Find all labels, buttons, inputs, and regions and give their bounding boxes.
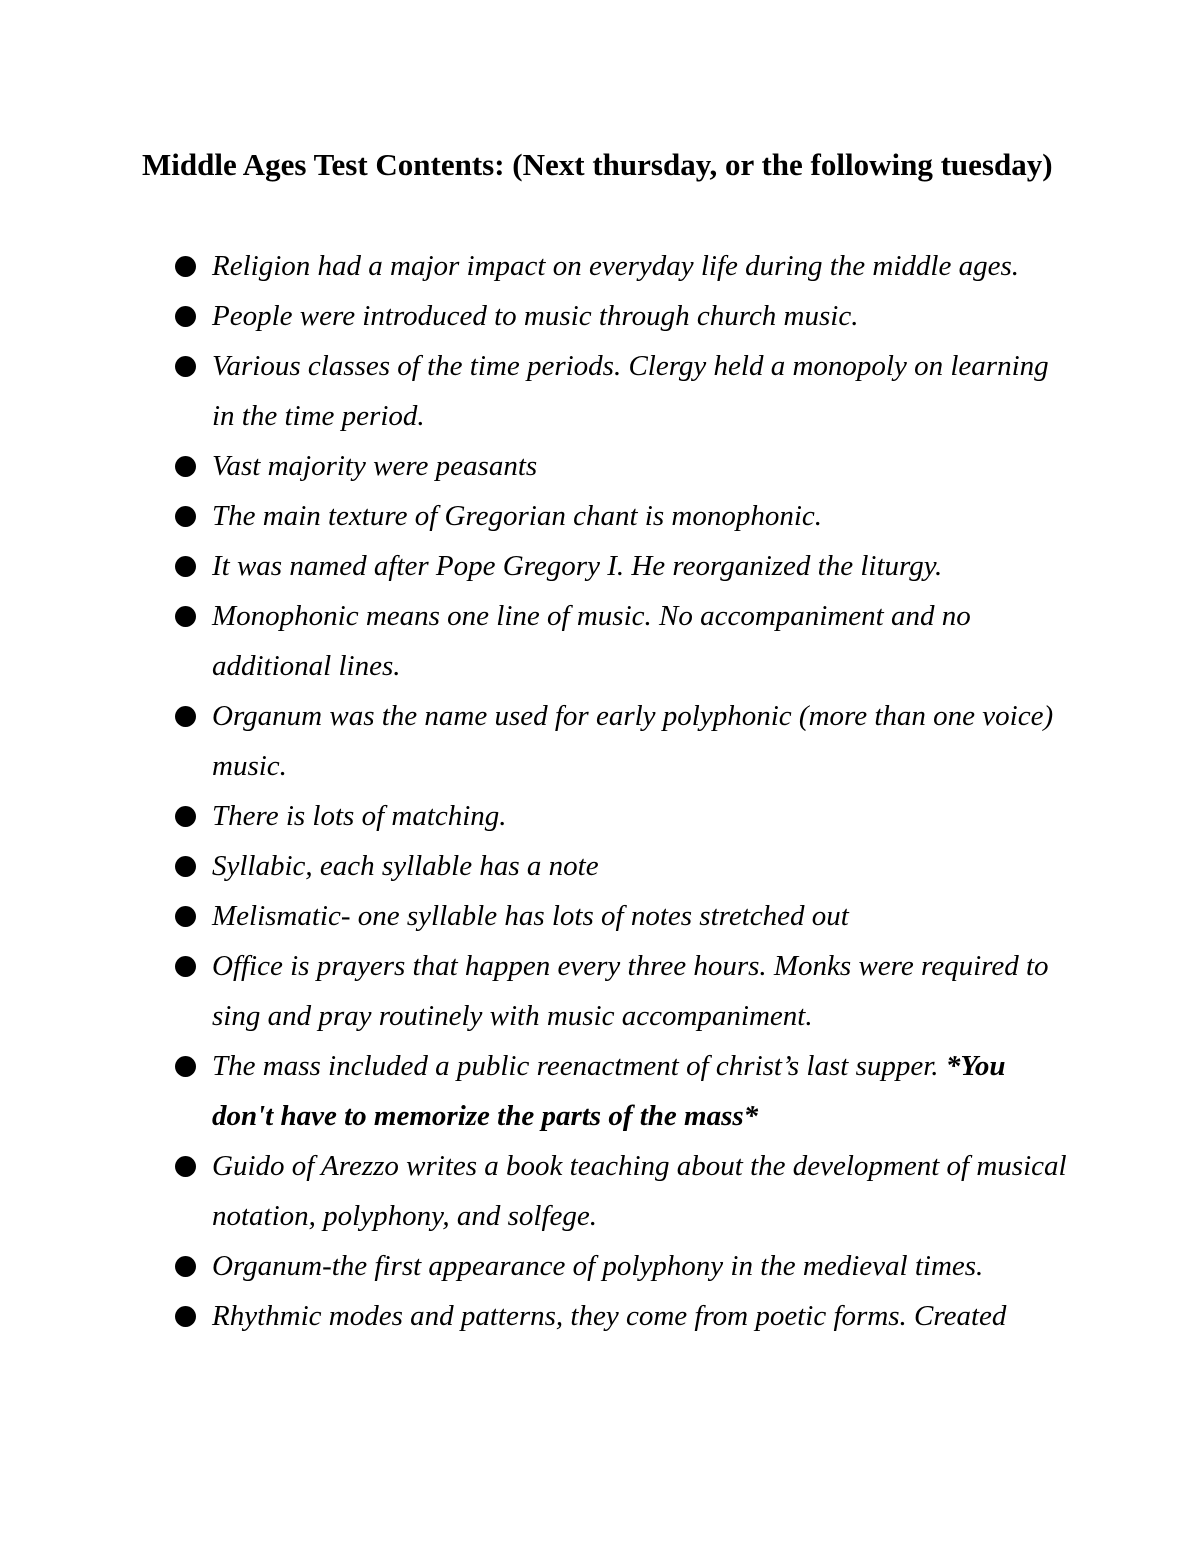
bullet-icon [175, 356, 196, 377]
note-text: Melismatic- one syllable has lots of notes stretched out [212, 900, 849, 932]
list-item [172, 791, 1072, 841]
list-item [172, 441, 1072, 491]
bullet-icon [175, 856, 196, 877]
note-text: It was named after Pope Gregory I. He reorganized the liturgy. [212, 550, 943, 582]
note-text: Vast majority were peasants [212, 450, 538, 482]
note-emphasis: *You don't have to memorize the parts of the mass* [212, 1050, 1006, 1132]
note-text: Office is prayers that happen every three hours. Monks were required to sing and pray routinely with music accompaniment. [212, 950, 1049, 1032]
list-item [172, 291, 1072, 341]
list-item [172, 1241, 1072, 1291]
list-item [172, 1041, 1072, 1141]
note-text: The main texture of Gregorian chant is monophonic. [212, 500, 823, 532]
bullet-icon [175, 306, 196, 327]
note-text: There is lots of matching. [212, 800, 507, 832]
page-title: Middle Ages Test Contents: (Next thursday, or the following tuesday) [142, 147, 1053, 182]
note-text: Organum-the first appearance of polyphony in the medieval times. [212, 1250, 984, 1282]
bullet-icon [175, 256, 196, 277]
bullet-icon [175, 1256, 196, 1277]
bullet-icon [175, 706, 196, 727]
note-text: Religion had a major impact on everyday life during the middle ages. [212, 250, 1020, 282]
note-text: Rhythmic modes and patterns, they come from poetic forms. Created [212, 1300, 1007, 1332]
note-text: Various classes of the time periods. Clergy held a monopoly on learning in the time period. [212, 350, 1049, 432]
list-item [172, 341, 1072, 441]
list-item [172, 541, 1072, 591]
list-item [172, 891, 1072, 941]
note-text: People were introduced to music through church music. [212, 300, 859, 332]
list-item [172, 241, 1072, 291]
notes-list [172, 241, 1072, 1341]
bullet-icon [175, 906, 196, 927]
bullet-icon [175, 506, 196, 527]
bullet-icon [175, 606, 196, 627]
list-item [172, 841, 1072, 891]
list-item [172, 491, 1072, 541]
note-text: Monophonic means one line of music. No accompaniment and no additional lines. [212, 600, 971, 682]
list-item [172, 941, 1072, 1041]
bullet-icon [175, 956, 196, 977]
bullet-icon [175, 1306, 196, 1327]
note-text: Organum was the name used for early polyphonic (more than one voice) music. [212, 700, 1054, 782]
note-text: Syllabic, each syllable has a note [212, 850, 599, 882]
bullet-icon [175, 556, 196, 577]
bullet-icon [175, 806, 196, 827]
note-text: The mass included a public reenactment of christ’s last supper. [212, 1050, 946, 1082]
list-item [172, 1141, 1072, 1241]
note-text: Guido of Arezzo writes a book teaching about the development of musical notation, polyphony, and solfege. [212, 1150, 1067, 1232]
list-item [172, 1291, 1072, 1341]
bullet-icon [175, 1056, 196, 1077]
bullet-icon [175, 1156, 196, 1177]
bullet-icon [175, 456, 196, 477]
list-item [172, 691, 1072, 791]
list-item [172, 591, 1072, 691]
